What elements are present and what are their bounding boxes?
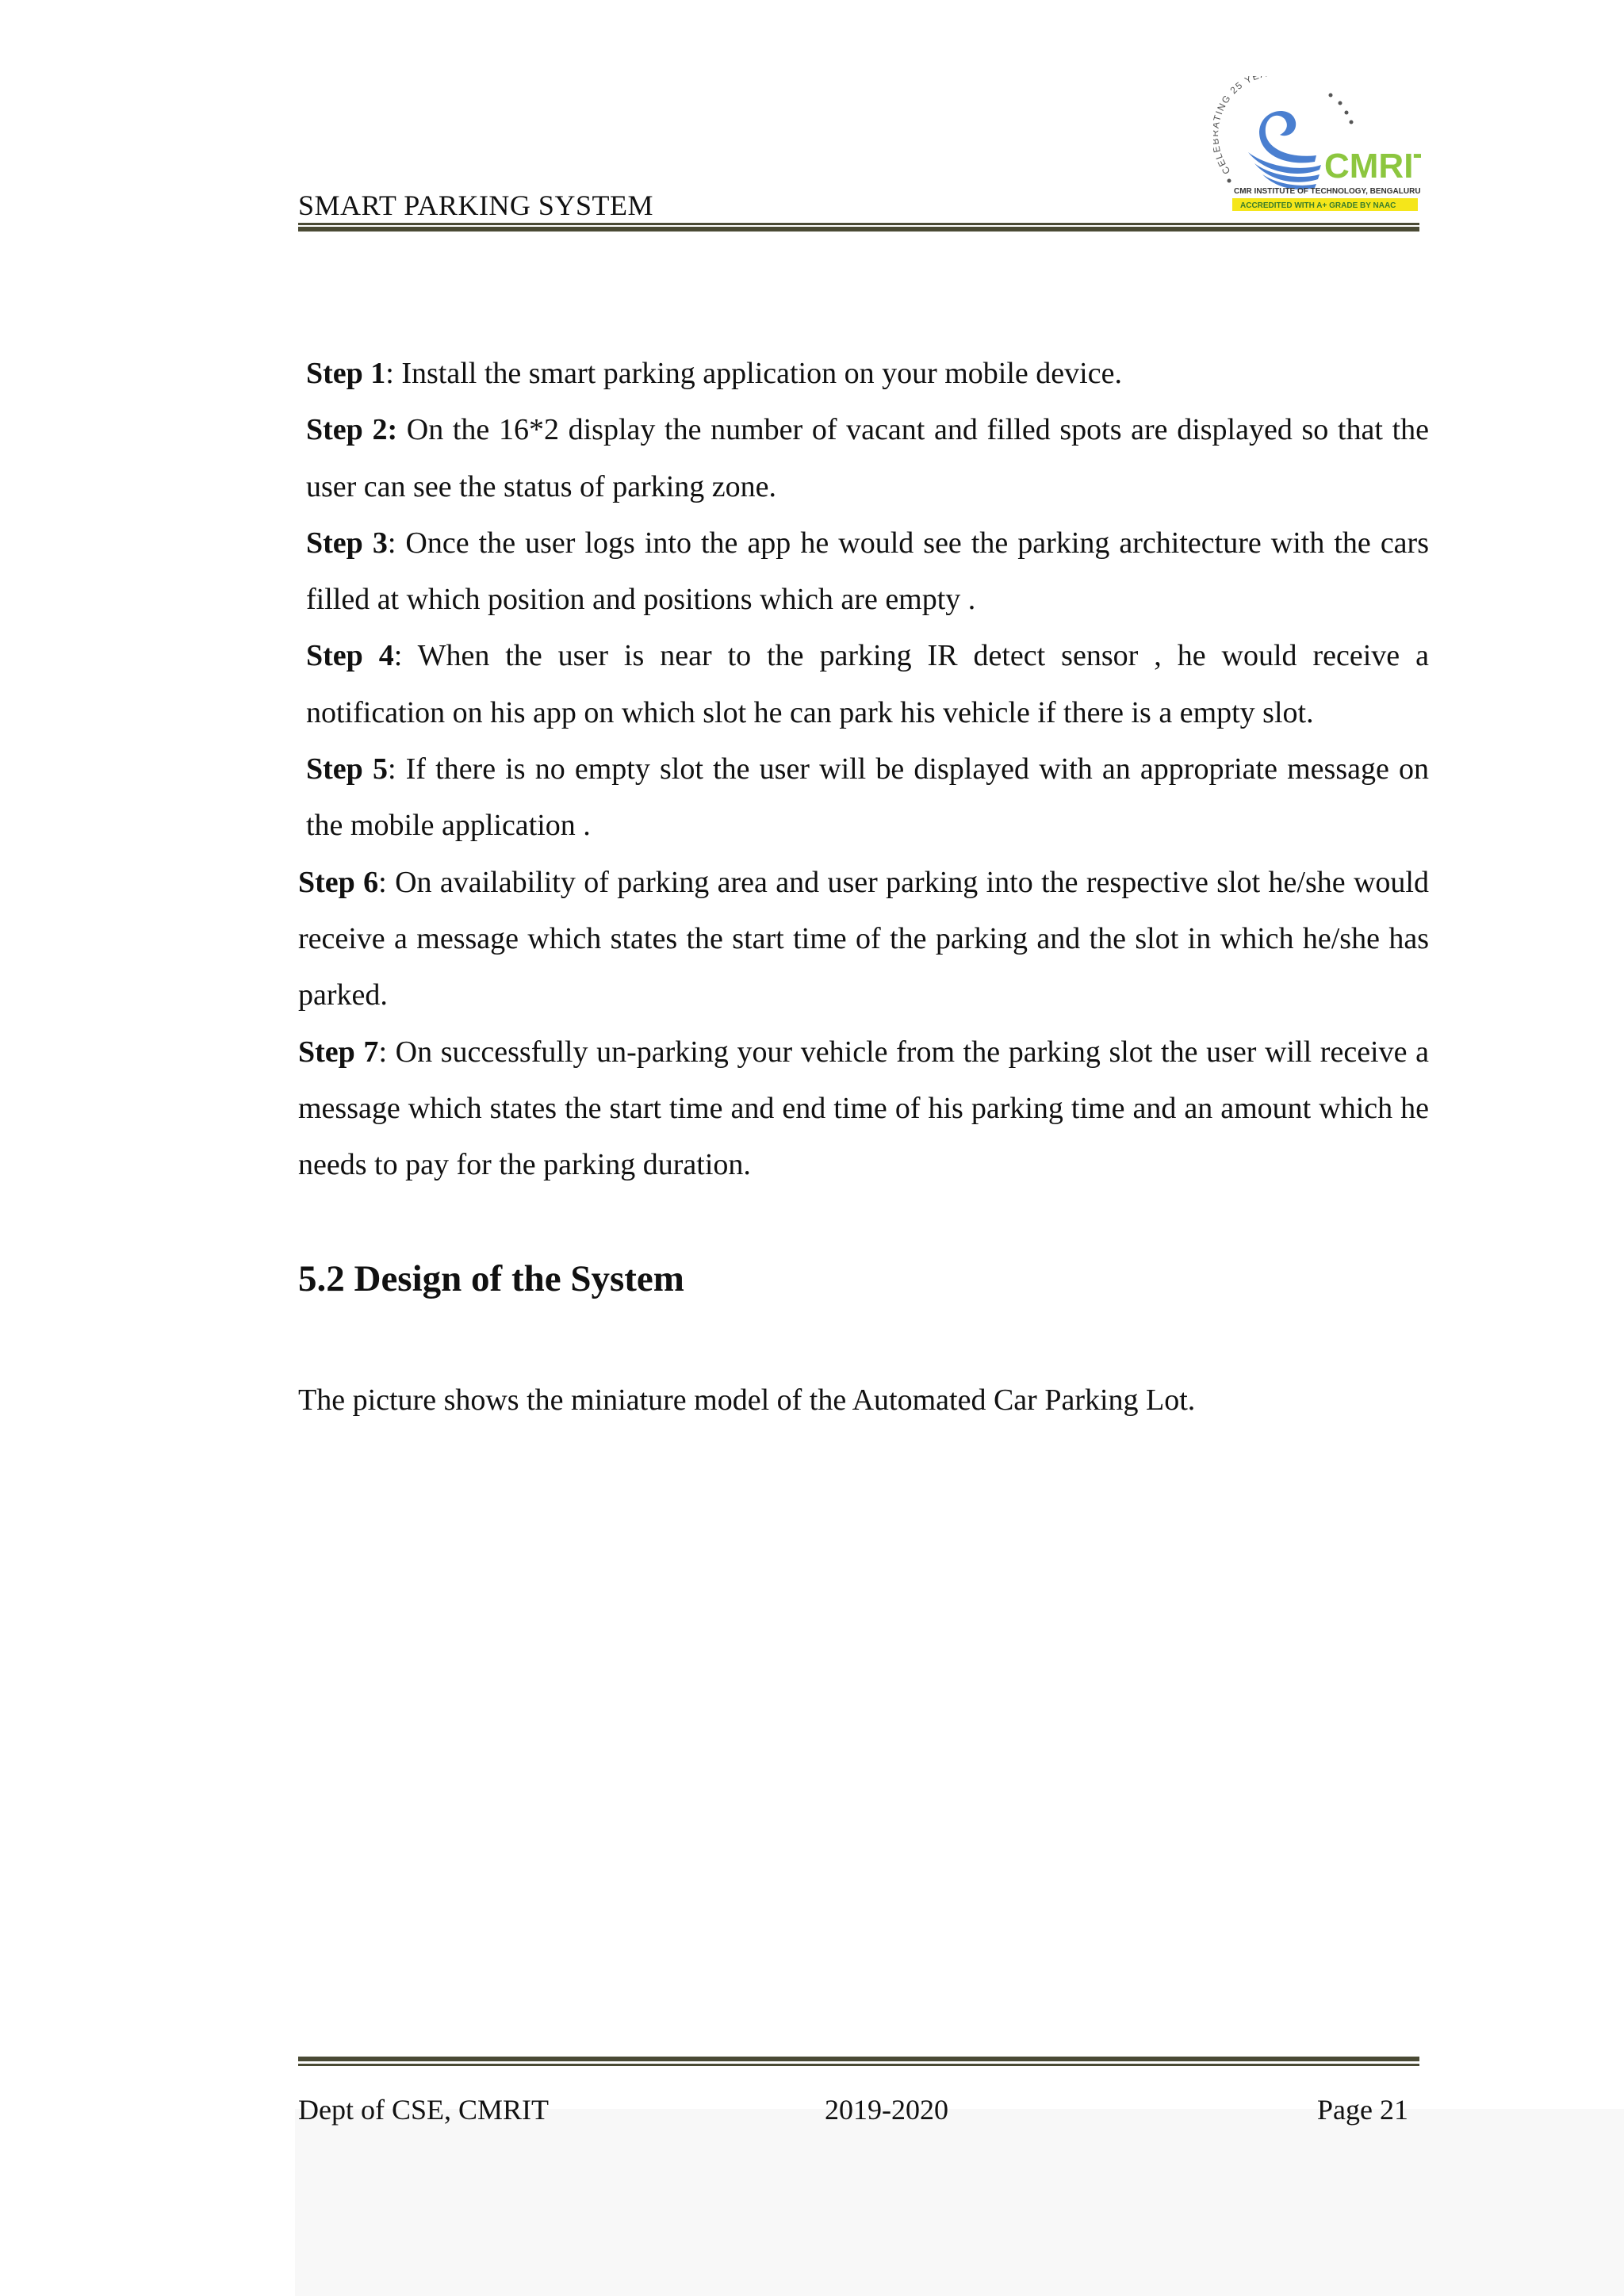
step-separator: : bbox=[378, 1035, 387, 1069]
step-text: On availability of parking area and user parking into the respective slot he/she would receive a message which states the start time of the parking and the slot in which he/she has parked. bbox=[298, 865, 1429, 1012]
step-separator: : bbox=[387, 526, 396, 560]
header-rule bbox=[298, 223, 1419, 231]
step-paragraph-2 bbox=[298, 402, 1429, 515]
logo-arc-text bbox=[1213, 76, 1284, 176]
step-label: Step 2: bbox=[306, 413, 398, 447]
steps-body bbox=[298, 346, 1429, 1193]
step-paragraph-6 bbox=[298, 855, 1429, 1024]
logo-dot bbox=[1329, 94, 1333, 98]
running-header-title: SMART PARKING SYSTEM bbox=[298, 189, 653, 221]
step-label: Step 7 bbox=[298, 1035, 379, 1069]
footer-page-number: Page 21 bbox=[1317, 2094, 1408, 2126]
step-paragraph-7 bbox=[298, 1024, 1429, 1194]
step-label: Step 3 bbox=[306, 526, 388, 560]
footer-rule-thin-line bbox=[298, 2064, 1419, 2066]
header-rule-thin-line bbox=[298, 223, 1419, 225]
step-text: If there is no empty slot the user will be displayed with an appropriate message on the mobile application . bbox=[306, 752, 1429, 843]
logo-brand-text: CMRI bbox=[1324, 147, 1414, 186]
step-separator: : bbox=[393, 639, 403, 673]
page-bottom-shade bbox=[295, 2109, 1624, 2296]
step-text: Once the user logs into the app he would see the parking architecture with the cars filled at which position and positions which are empty . bbox=[306, 526, 1429, 617]
step-text: When the user is near to the parking IR detect sensor , he would receive a notification on his app on which slot he can park his vehicle if there is a empty slot. bbox=[306, 639, 1429, 729]
header-rule-thick-line bbox=[298, 227, 1419, 232]
cmrit-logo-graphic bbox=[1213, 76, 1421, 216]
footer-rule-thick-line bbox=[298, 2057, 1419, 2061]
step-separator: : bbox=[378, 865, 387, 899]
step-text: On the 16*2 display the number of vacant and filled spots are displayed so that the user can see the status of parking zone. bbox=[306, 413, 1429, 503]
section-paragraph: The picture shows the miniature model of the Automated Car Parking Lot. bbox=[298, 1383, 1196, 1417]
step-label: Step 5 bbox=[306, 752, 388, 786]
cmrit-logo bbox=[1213, 76, 1421, 216]
logo-institute-text: CMR INSTITUTE OF TECHNOLOGY, BENGALURU. bbox=[1234, 187, 1421, 196]
step-separator: : bbox=[387, 752, 396, 786]
step-text: On successfully un-parking your vehicle from the parking slot the user will receive a message which states the start time and end time of his parking time and an amount which he needs to pay for the parking duration. bbox=[298, 1035, 1429, 1182]
footer-academic-year: 2019-2020 bbox=[825, 2094, 948, 2126]
section-heading: 5.2 Design of the System bbox=[298, 1258, 684, 1299]
step-paragraph-1 bbox=[298, 346, 1429, 402]
step-separator: : bbox=[385, 357, 394, 390]
logo-accreditation-text: ACCREDITED WITH A+ GRADE BY NAAC bbox=[1240, 201, 1396, 210]
step-paragraph-3 bbox=[298, 515, 1429, 629]
step-label: Step 4 bbox=[306, 639, 394, 673]
step-label: Step 1 bbox=[306, 357, 386, 390]
footer-department: Dept of CSE, CMRIT bbox=[298, 2094, 550, 2126]
step-paragraph-5 bbox=[298, 741, 1429, 855]
footer-rule bbox=[298, 2057, 1419, 2066]
page-footer bbox=[298, 2093, 1419, 2133]
logo-arc-text-path: CEL ING 25 YE bbox=[1213, 76, 1262, 177]
step-text: Install the smart parking application on your mobile device. bbox=[393, 357, 1122, 390]
step-paragraph-4 bbox=[298, 628, 1429, 741]
logo-dot bbox=[1228, 179, 1231, 183]
step-label: Step 6 bbox=[298, 865, 379, 899]
logo-dot bbox=[1350, 121, 1354, 124]
swan-icon bbox=[1248, 111, 1321, 189]
logo-dot bbox=[1345, 111, 1349, 115]
logo-dot bbox=[1339, 101, 1342, 105]
